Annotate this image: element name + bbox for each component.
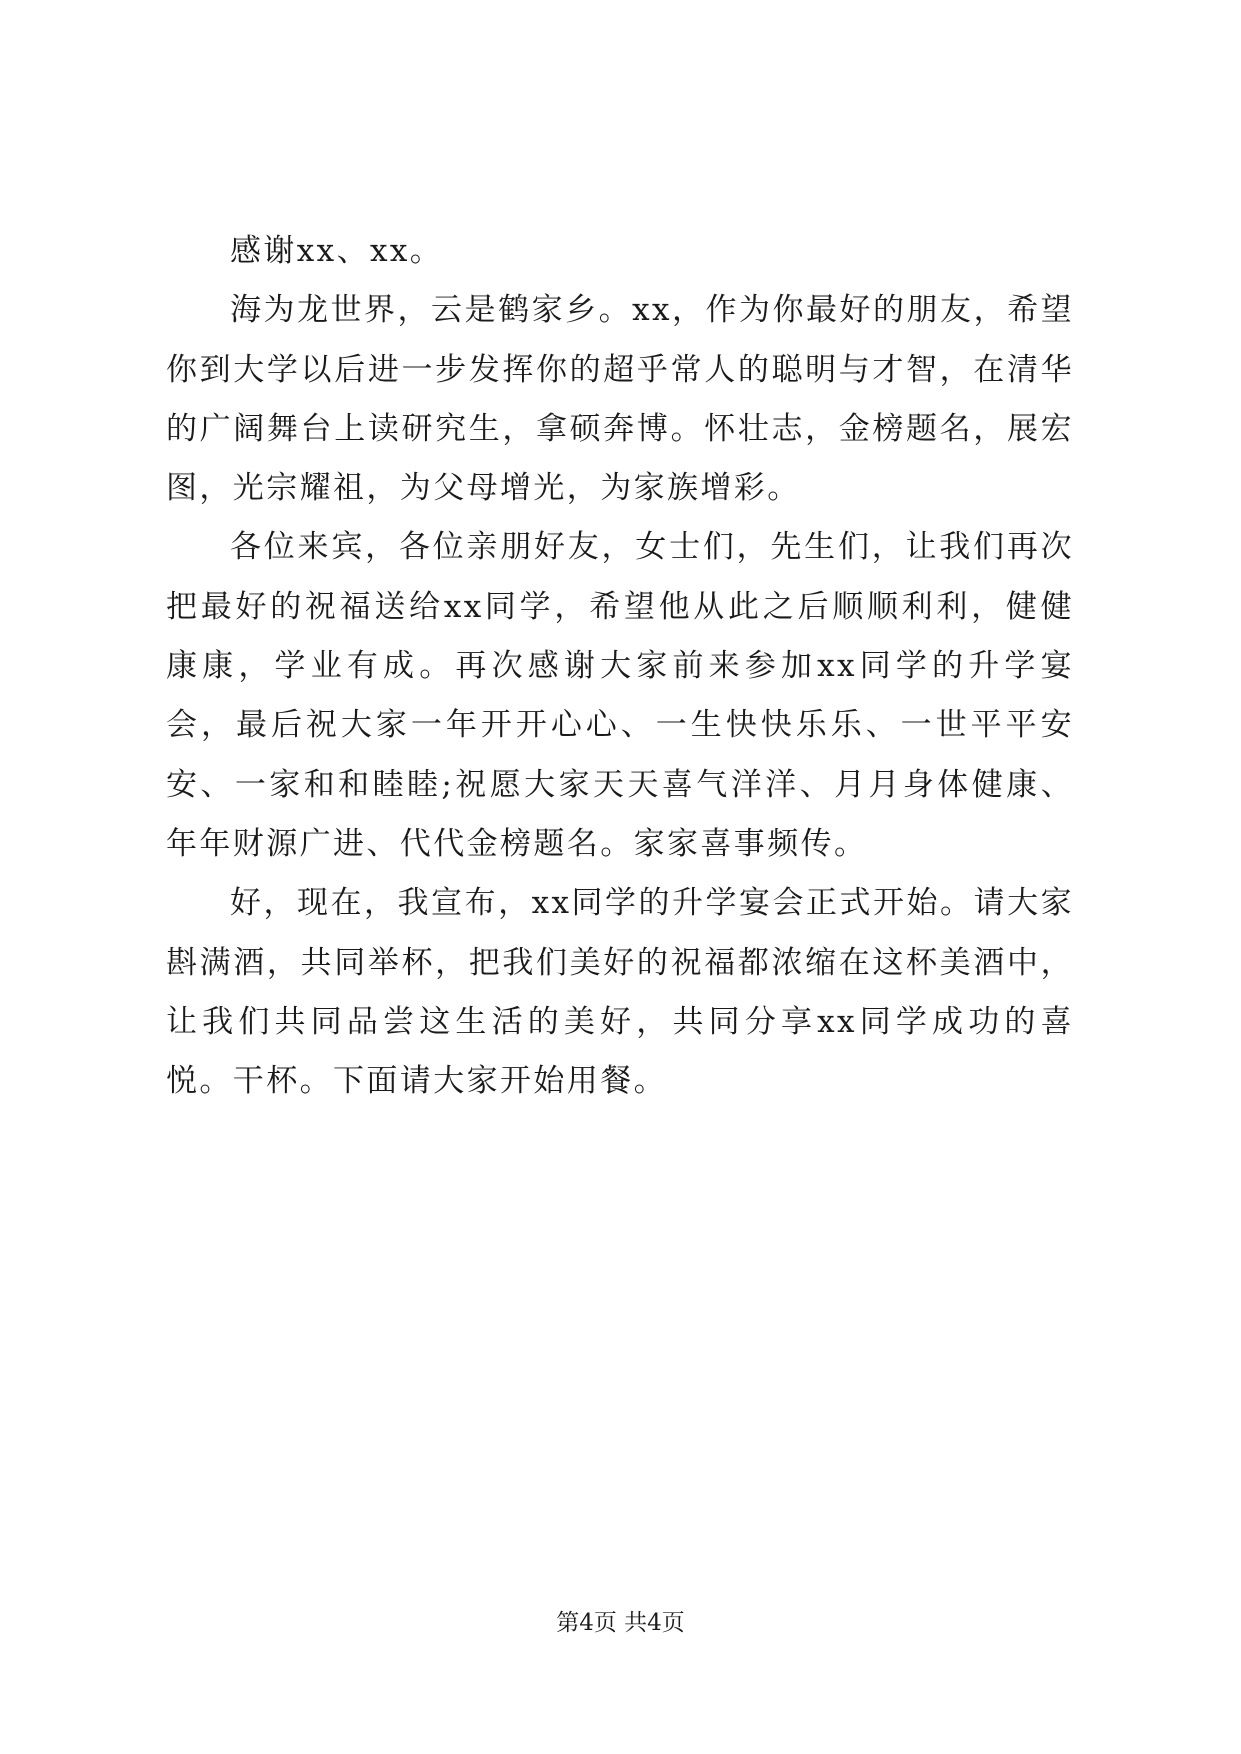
paragraph-thanks: 感谢xx、xx。 [230,233,444,269]
page-number-footer: 第4页 共4页 [556,1610,685,1636]
paragraph-blessings-guests: 各位来宾，各位亲朋好友，女士们，先生们，让我们再次把最好的祝福送给xx同学，希望他从此之后顺顺利利，健健康康，学业有成。再次感谢大家前来参加xx同学的升学宴会，最后祝大家一年开开心心、一生快快乐乐、一世平平安安、一家和和睦睦;祝愿大家天天喜气洋洋、月月身体健康、年年财源广进、代代金榜题名。家家喜事频传。 [166,529,1074,862]
paragraph-wishes-friend: 海为龙世界，云是鹤家乡。xx，作为你最好的朋友，希望你到大学以后进一步发挥你的超乎常人的聪明与才智，在清华的广阔舞台上读研究生，拿硕奔博。怀壮志，金榜题名，展宏图，光宗耀祖，为父母增光，为家族增彩。 [166,292,1074,507]
paragraph-banquet-opening: 好，现在，我宣布，xx同学的升学宴会正式开始。请大家斟满酒，共同举杯，把我们美好的祝福都浓缩在这杯美酒中，让我们共同品尝这生活的美好，共同分享xx同学成功的喜悦。干杯。下面请大家开始用餐。 [166,885,1074,1100]
document-body [166,222,1074,1111]
